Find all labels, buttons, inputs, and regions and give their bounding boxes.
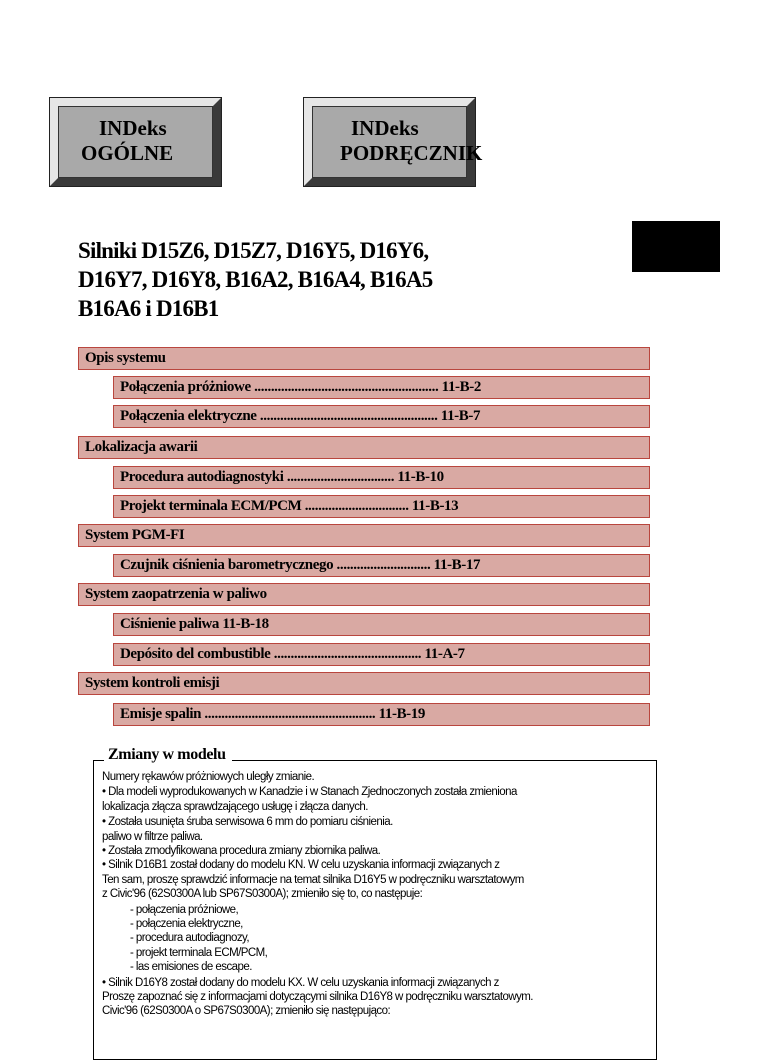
changes-line-17: Civic'96 (62S0300A o SP67S0300A); zmieniło się następująco: xyxy=(102,1005,391,1017)
manual-index-label-line1: INDeks xyxy=(351,116,419,140)
toc-item-electrical-connections[interactable]: Połączenia elektryczne ..................................................... 11-B-7 xyxy=(113,405,650,428)
changes-line-11: - połączenia elektryczne, xyxy=(130,918,243,930)
changes-line-15: • Silnik D16Y8 został dodany do modelu KX. W celu uzyskania informacji związanych z xyxy=(102,977,499,989)
title-line-2: D16Y7, D16Y8, B16A2, B16A4, B16A5 xyxy=(78,267,433,292)
manual-index-button[interactable] xyxy=(304,98,483,186)
changes-line-6: • Została zmodyfikowana procedura zmiany zbiornika paliwa. xyxy=(102,845,381,857)
model-changes-title: Zmiany w modelu xyxy=(104,746,232,764)
toc-item-baro-sensor[interactable]: Czujnik ciśnienia barometrycznego ............................ 11-B-17 xyxy=(113,554,650,577)
changes-line-8: Ten sam, proszę sprawdzić informacje na temat silnika D16Y5 w podręczniku warsztatowym xyxy=(102,874,524,886)
changes-line-10: - połączenia próżniowe, xyxy=(130,904,239,916)
toc-section-pgm-fi[interactable]: System PGM-FI xyxy=(78,524,650,547)
changes-line-4: • Została usunięta śruba serwisowa 6 mm do pomiaru ciśnienia. xyxy=(102,816,393,828)
page-title xyxy=(78,236,432,323)
changes-line-2: • Dla modeli wyprodukowanych w Kanadzie i w Stanach Zjednoczonych została zmieniona xyxy=(102,786,517,798)
title-line-1: Silniki D15Z6, D15Z7, D16Y5, D16Y6, xyxy=(78,238,429,263)
toc-item-fuel-tank[interactable]: Depósito del combustible ............................................ 11-A-7 xyxy=(113,643,650,666)
changes-line-3: lokalizacja złącza sprawdzającego usługę i złącza danych. xyxy=(102,801,368,813)
toc-section-system-description[interactable]: Opis systemu xyxy=(78,347,650,370)
toc-section-fuel-supply[interactable]: System zaopatrzenia w paliwo xyxy=(78,583,650,606)
title-line-3: B16A6 i D16B1 xyxy=(78,296,219,321)
toc-section-emission-control[interactable]: System kontroli emisji xyxy=(78,672,650,695)
section-tab-marker xyxy=(632,221,720,272)
changes-line-9: z Civic'96 (62S0300A lub SP67S0300A); zmieniło się to, co następuje: xyxy=(102,888,423,900)
changes-line-16: Proszę zapoznać się z informacjami dotyczącymi silnika D16Y8 w podręczniku warsztatowym. xyxy=(102,991,533,1003)
general-index-label-line1: INDeks xyxy=(99,116,167,140)
toc-section-troubleshooting[interactable]: Lokalizacja awarii xyxy=(78,436,650,459)
changes-line-12: - procedura autodiagnozy, xyxy=(130,932,250,944)
changes-line-13: - projekt terminala ECM/PCM, xyxy=(130,947,268,959)
toc-item-ecm-pcm-terminal[interactable]: Projekt terminala ECM/PCM ............................... 11-B-13 xyxy=(113,495,650,518)
changes-line-14: - las emisiones de escape. xyxy=(130,961,252,973)
toc-item-fuel-pressure[interactable]: Ciśnienie paliwa 11-B-18 xyxy=(113,613,650,636)
toc-item-exhaust-emissions[interactable]: Emisje spalin ................................................... 11-B-19 xyxy=(113,703,650,726)
changes-line-5: paliwo w filtrze paliwa. xyxy=(102,831,203,843)
general-index-label-line2: OGÓLNE xyxy=(81,141,174,165)
toc-item-self-diagnostics[interactable]: Procedura autodiagnostyki ................................ 11-B-10 xyxy=(113,466,650,489)
general-index-button[interactable] xyxy=(50,98,221,186)
toc-item-vacuum-connections[interactable]: Połączenia próżniowe ....................................................... 11-B-2 xyxy=(113,376,650,399)
manual-index-label-line2: PODRĘCZNIK xyxy=(340,141,483,165)
changes-line-1: Numery rękawów próżniowych uległy zmianie. xyxy=(102,771,315,783)
changes-line-7: • Silnik D16B1 został dodany do modelu KN. W celu uzyskania informacji związanych z xyxy=(102,859,500,871)
